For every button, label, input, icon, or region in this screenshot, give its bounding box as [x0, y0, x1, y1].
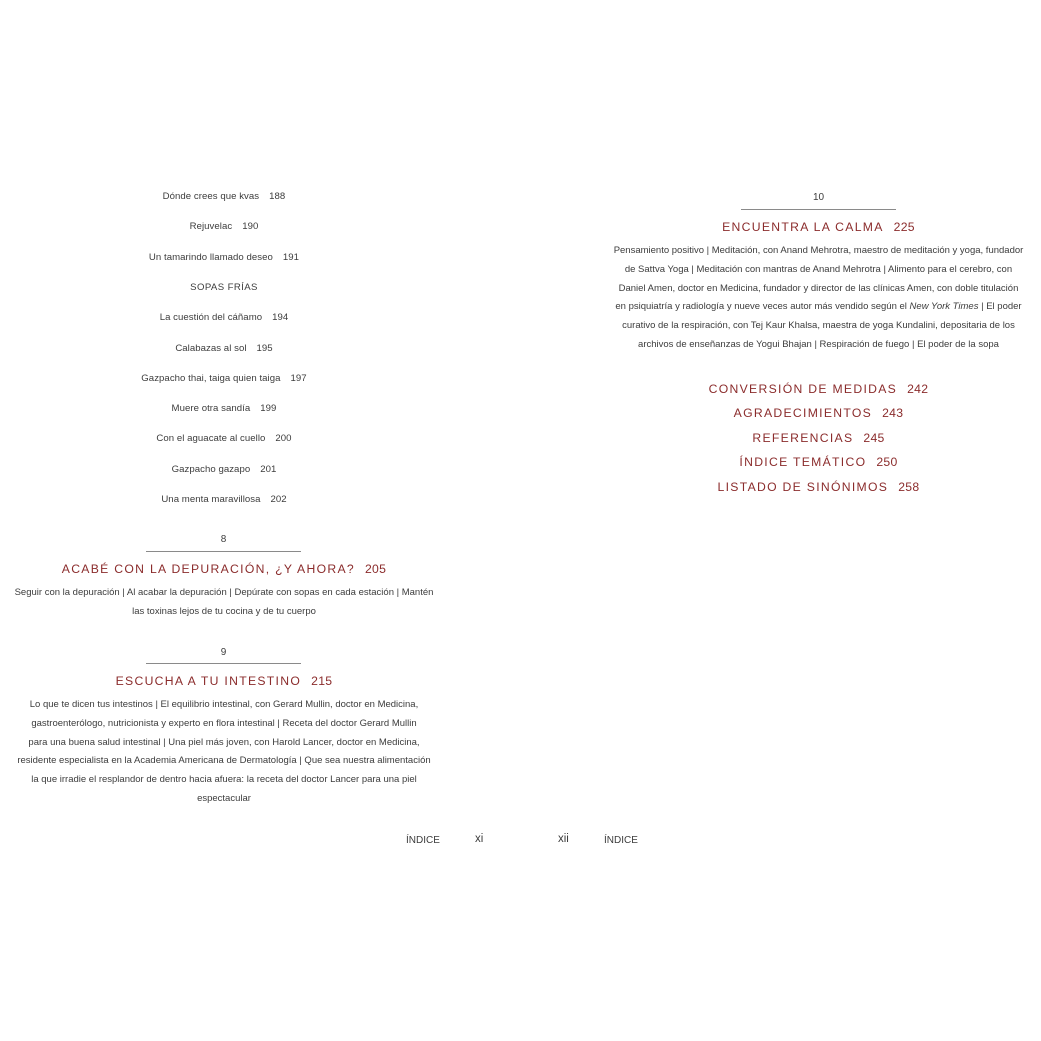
toc-entry-page: 195: [256, 343, 273, 354]
back-matter-page: 243: [882, 406, 904, 420]
chapter-description: [596, 242, 1041, 355]
toc-entry: [0, 312, 448, 323]
chapter-description-line: la que irradie el resplandor de dentro hacia afuera: la receta del doctor Lancer para una piel: [31, 774, 417, 786]
toc-entry-page: 202: [270, 494, 287, 505]
back-matter-title: LISTADO DE SINÓNIMOS: [717, 480, 889, 494]
toc-entry-title: Dónde crees que kvas: [162, 191, 260, 202]
chapter-title-text: ENCUENTRA LA CALMA: [722, 220, 884, 234]
back-matter-entry: [596, 455, 1041, 469]
back-matter-entry: [596, 431, 1041, 445]
back-matter-entry: [596, 382, 1041, 396]
toc-entry: [0, 464, 448, 475]
back-matter-title: ÍNDICE TEMÁTICO: [739, 455, 867, 469]
toc-entry-page: 191: [282, 252, 300, 263]
toc-entry-title: Una menta maravillosa: [161, 494, 261, 505]
chapter-page: 215: [311, 674, 333, 688]
chapter-description-text: en psiquiatría y radiología y nueve veces autor más vendido según el: [615, 301, 910, 313]
chapter-title-text: ACABÉ CON LA DEPURACIÓN, ¿Y AHORA?: [61, 562, 355, 576]
toc-entry-title: Un tamarindo llamado deseo: [148, 252, 273, 263]
toc-entry-page: 197: [290, 373, 307, 384]
chapter-title-text: ESCUCHA A TU INTESTINO: [115, 674, 302, 688]
chapter-description: [0, 696, 448, 809]
toc-entry-page: 199: [260, 403, 277, 414]
toc-entry: [0, 403, 448, 414]
page-number: xii: [558, 833, 569, 845]
toc-entry: [0, 221, 448, 232]
chapter-title: [0, 674, 448, 688]
back-matter-page: 258: [898, 480, 920, 494]
back-matter-title: CONVERSIÓN DE MEDIDAS: [708, 382, 898, 396]
toc-entry: [0, 191, 448, 202]
chapter-title: [596, 220, 1041, 234]
chapter-description-line: gastroenterólogo, nutricionista y experto en flora intestinal | Receta del doctor Gerard Mullin: [31, 717, 417, 729]
toc-entry-title: Calabazas al sol: [175, 343, 247, 354]
back-matter-entry: [596, 406, 1041, 420]
toc-section-heading: [0, 282, 448, 293]
chapter-description-line: curativo de la respiración, con Tej Kaur Khalsa, maestra de yoga Kundalini, depositaria de los: [622, 320, 1015, 332]
page-number: xi: [475, 833, 484, 845]
toc-entry-title: Gazpacho gazapo: [171, 464, 251, 475]
chapter-page: 225: [893, 220, 915, 234]
chapter-description-line: Seguir con la depuración | Al acabar la depuración | Depúrate con sopas en cada estación | Mantén: [14, 587, 434, 598]
toc-entry-page: 200: [275, 433, 292, 444]
toc-entry-page: 188: [269, 191, 286, 202]
chapter-description-text: | El poder: [978, 301, 1022, 313]
toc-section-title: SOPAS FRÍAS: [190, 282, 258, 293]
chapter-description-line: residente especialista en la Academia Americana de Dermatología | Que sea nuestra alimentación: [17, 755, 431, 767]
back-matter-page: 242: [907, 382, 929, 396]
back-matter-page: 245: [863, 431, 885, 445]
chapter-rule: [146, 663, 301, 664]
toc-entry: [0, 343, 448, 354]
chapter-description: [0, 584, 448, 622]
chapter-description-line: Lo que te dicen tus intestinos | El equilibrio intestinal, con Gerard Mullin, doctor en Medicina,: [29, 699, 419, 710]
chapter-number: 8: [220, 534, 227, 545]
chapter-description-line: espectacular: [197, 792, 251, 804]
toc-entry-title: La cuestión del cáñamo: [159, 312, 263, 323]
toc-entry-title: Gazpacho thai, taiga quien taiga: [141, 373, 281, 384]
italic-title: New York Times: [909, 301, 979, 313]
chapter-description-line: Daniel Amen, doctor en Medicina, fundador y director de las clínicas Amen, con doble titulación: [618, 282, 1019, 294]
running-footer-label: ÍNDICE: [406, 835, 440, 846]
left-page: [0, 0, 484, 1041]
toc-entry-title: Con el aguacate al cuello: [156, 433, 266, 444]
chapter-rule: [741, 209, 896, 210]
toc-entry: [0, 433, 448, 444]
chapter-description-line: archivos de enseñanzas de Yogui Bhajan | Respiración de fuego | El poder de la sopa: [638, 338, 999, 350]
chapter-description-line: de Sattva Yoga | Meditación con mantras de Anand Mehrotra | Alimento para el cerebro, con: [624, 263, 1013, 275]
toc-entry: [0, 494, 448, 505]
chapter-number: 9: [220, 647, 227, 658]
chapter-rule: [146, 551, 301, 552]
toc-entry: [0, 373, 448, 384]
back-matter-page: 250: [876, 455, 898, 469]
back-matter-entry: [596, 480, 1041, 494]
chapter-description-line: [596, 298, 1041, 317]
toc-entry-page: 190: [242, 221, 259, 232]
running-footer-label: ÍNDICE: [604, 835, 638, 846]
toc-entry-page: 194: [272, 312, 289, 323]
back-matter-title: AGRADECIMIENTOS: [733, 406, 873, 420]
chapter-description-line: para una buena salud intestinal | Una piel más joven, con Harold Lancer, doctor en Medicina,: [28, 736, 420, 748]
toc-entry: [0, 252, 448, 263]
chapter-page: 205: [364, 562, 387, 576]
toc-entry-title: Muere otra sandía: [171, 403, 251, 414]
chapter-title: [0, 562, 448, 576]
toc-entry-title: Rejuvelac: [189, 221, 233, 232]
chapter-description-line: Pensamiento positivo | Meditación, con Anand Mehrotra, maestro de meditación y yoga, fundador: [613, 245, 1024, 256]
chapter-number: 10: [812, 192, 825, 203]
right-page: [558, 0, 1041, 1041]
toc-entry-page: 201: [260, 464, 277, 475]
chapter-description-line: las toxinas lejos de tu cocina y de tu cuerpo: [132, 605, 316, 617]
back-matter-title: REFERENCIAS: [752, 431, 854, 445]
